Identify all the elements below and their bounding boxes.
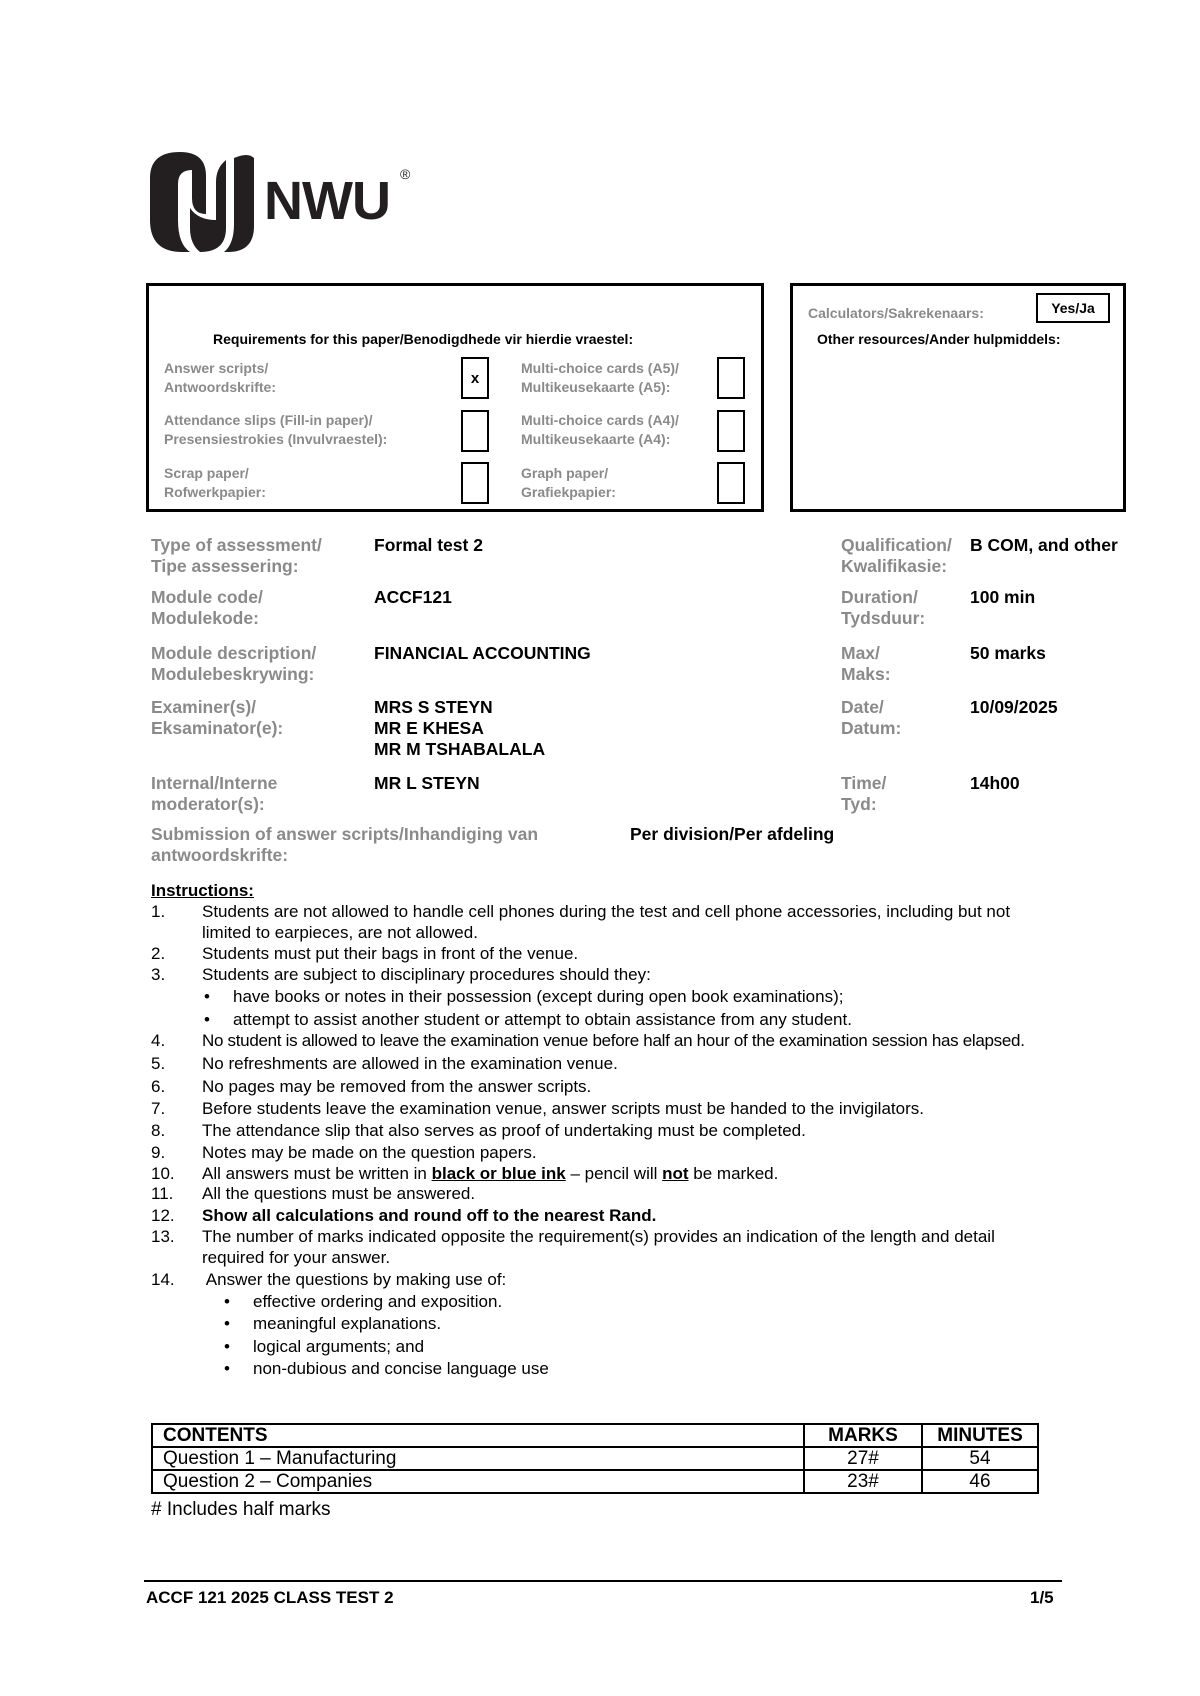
footer-title: ACCF 121 2025 CLASS TEST 2 xyxy=(146,1588,394,1607)
instruction-item: No pages may be removed from the answer scripts. xyxy=(202,1077,592,1096)
instruction-number: 4. xyxy=(151,1031,166,1050)
instruction-number: 11. xyxy=(151,1184,174,1203)
bullet-icon: • xyxy=(204,1010,210,1029)
max-label: Max/ Maks: xyxy=(841,643,891,684)
answer-scripts-checkbox: x xyxy=(461,357,489,399)
footer-rule xyxy=(144,1580,1062,1582)
instruction-item: No student is allowed to leave the examination venue before half an hour of the examination session has elapsed. xyxy=(202,1031,1025,1050)
bullet-icon: • xyxy=(224,1314,230,1333)
instruction-item: Notes may be made on the question papers. xyxy=(202,1143,537,1162)
instruction-subitem: effective ordering and exposition. xyxy=(253,1292,503,1311)
module-description-label: Module description/ Modulebeskrywing: xyxy=(151,643,317,684)
max-value: 50 marks xyxy=(970,643,1046,663)
duration-value: 100 min xyxy=(970,587,1036,607)
table-row xyxy=(152,1447,1038,1470)
table-cell: 23# xyxy=(804,1470,922,1493)
instruction-item: No refreshments are allowed in the examination venue. xyxy=(202,1054,618,1073)
examiners-value: MRS S STEYN MR E KHESA MR M TSHABALALA xyxy=(374,697,546,759)
module-code-label: Module code/ Modulekode: xyxy=(151,587,263,628)
examiners-label: Examiner(s)/ Eksaminator(e): xyxy=(151,697,284,738)
instruction-item: The attendance slip that also serves as proof of undertaking must be completed. xyxy=(202,1121,806,1140)
resources-box xyxy=(790,283,1126,512)
instruction-number: 3. xyxy=(151,965,166,984)
registered-mark: ® xyxy=(400,166,411,182)
submission-value: Per division/Per afdeling xyxy=(630,824,835,844)
instruction-number: 1. xyxy=(151,902,166,921)
bullet-icon: • xyxy=(224,1337,230,1356)
mcq-a5-checkbox xyxy=(717,357,745,399)
instruction-number: 9. xyxy=(151,1143,166,1162)
assessment-type-label: Type of assessment/ Tipe assessering: xyxy=(151,535,322,576)
table-header: MINUTES xyxy=(922,1424,1038,1447)
instruction-item: Students must put their bags in front of the venue. xyxy=(202,944,579,963)
graph-paper-label: Graph paper/ Grafiekpapier: xyxy=(521,465,616,500)
instruction-item: Students are not allowed to handle cell phones during the test and cell phone accessories, including but not limited to earpieces, are not allowed. xyxy=(202,902,1011,942)
instruction-number: 10. xyxy=(151,1164,175,1183)
moderator-value: MR L STEYN xyxy=(374,773,480,793)
instruction-number: 5. xyxy=(151,1054,166,1073)
scrap-paper-label: Scrap paper/ Rofwerkpapier: xyxy=(164,465,266,500)
attendance-slips-checkbox xyxy=(461,410,489,452)
table-row xyxy=(152,1470,1038,1493)
instruction-number: 8. xyxy=(151,1121,166,1140)
instructions-heading: Instructions: xyxy=(151,881,254,900)
page-number: 1/5 xyxy=(1030,1588,1054,1607)
instruction-item: All answers must be written in black or blue ink – pencil will not be marked. xyxy=(202,1164,779,1183)
time-value: 14h00 xyxy=(970,773,1020,793)
instruction-subitem: logical arguments; and xyxy=(253,1337,425,1356)
module-description-value: FINANCIAL ACCOUNTING xyxy=(374,643,591,663)
instruction-number: 12. xyxy=(151,1206,175,1225)
instruction-subitem: non-dubious and concise language use xyxy=(253,1359,549,1378)
bullet-icon: • xyxy=(224,1359,230,1378)
other-resources-label: Other resources/Ander hulpmiddels: xyxy=(817,331,1061,347)
instruction-item: Before students leave the examination venue, answer scripts must be handed to the invigilators. xyxy=(202,1099,924,1118)
instruction-number: 14. xyxy=(151,1270,175,1289)
answer-scripts-label: Answer scripts/ Antwoordskrifte: xyxy=(164,360,276,395)
instruction-subitem: have books or notes in their possession (except during open book examinations); xyxy=(233,987,844,1006)
mcq-a4-label: Multi-choice cards (A4)/ Multikeusekaarte (A4): xyxy=(521,412,679,447)
instruction-subitem: attempt to assist another student or attempt to obtain assistance from any student. xyxy=(233,1010,852,1029)
table-cell: Question 1 – Manufacturing xyxy=(152,1447,804,1470)
nwu-logo xyxy=(150,148,420,258)
instruction-subitem: meaningful explanations. xyxy=(253,1314,442,1333)
qualification-value: B COM, and other xyxy=(970,535,1118,555)
table-cell: Question 2 – Companies xyxy=(152,1470,804,1493)
instruction-number: 2. xyxy=(151,944,166,963)
calculators-value: Yes/Ja xyxy=(1036,293,1110,323)
assessment-type-value: Formal test 2 xyxy=(374,535,483,555)
mcq-a4-checkbox xyxy=(717,410,745,452)
table-cell: 46 xyxy=(922,1470,1038,1493)
requirements-box xyxy=(146,283,764,512)
instruction-item: The number of marks indicated opposite the requirement(s) provides an indication of the length and detail required for your answer. xyxy=(202,1227,995,1267)
contents-note: # Includes half marks xyxy=(151,1499,331,1520)
bullet-icon: • xyxy=(204,987,210,1006)
submission-label: Submission of answer scripts/Inhandiging van antwoordskrifte: xyxy=(151,824,539,865)
instruction-item: Answer the questions by making use of: xyxy=(202,1270,507,1289)
instruction-number: 7. xyxy=(151,1099,166,1118)
module-code-value: ACCF121 xyxy=(374,587,452,607)
attendance-slips-label: Attendance slips (Fill-in paper)/ Presensiestrokies (Invulvraestel): xyxy=(164,412,388,447)
logo-text: NWU xyxy=(264,171,390,231)
scrap-paper-checkbox xyxy=(461,462,489,504)
graph-paper-checkbox xyxy=(717,462,745,504)
table-cell: 27# xyxy=(804,1447,922,1470)
date-value: 10/09/2025 xyxy=(970,697,1058,717)
date-label: Date/ Datum: xyxy=(841,697,902,738)
instruction-item: Students are subject to disciplinary procedures should they: xyxy=(202,965,651,984)
table-header-row xyxy=(152,1424,1038,1447)
calculators-label: Calculators/Sakrekenaars: xyxy=(808,305,984,321)
instruction-number: 6. xyxy=(151,1077,166,1096)
duration-label: Duration/ Tydsduur: xyxy=(841,587,926,628)
instruction-item: Show all calculations and round off to the nearest Rand. xyxy=(202,1206,657,1225)
moderator-label: Internal/Interne moderator(s): xyxy=(151,773,278,814)
table-header: MARKS xyxy=(804,1424,922,1447)
table-cell: 54 xyxy=(922,1447,1038,1470)
instruction-item: All the questions must be answered. xyxy=(202,1184,476,1203)
qualification-label: Qualification/ Kwalifikasie: xyxy=(841,535,952,576)
contents-table xyxy=(151,1423,1039,1494)
mcq-a5-label: Multi-choice cards (A5)/ Multikeusekaarte (A5): xyxy=(521,360,679,395)
bullet-icon: • xyxy=(224,1292,230,1311)
table-header: CONTENTS xyxy=(152,1424,804,1447)
time-label: Time/ Tyd: xyxy=(841,773,887,814)
requirements-heading: Requirements for this paper/Benodigdhede vir hierdie vraestel: xyxy=(213,331,634,347)
instruction-number: 13. xyxy=(151,1227,175,1246)
